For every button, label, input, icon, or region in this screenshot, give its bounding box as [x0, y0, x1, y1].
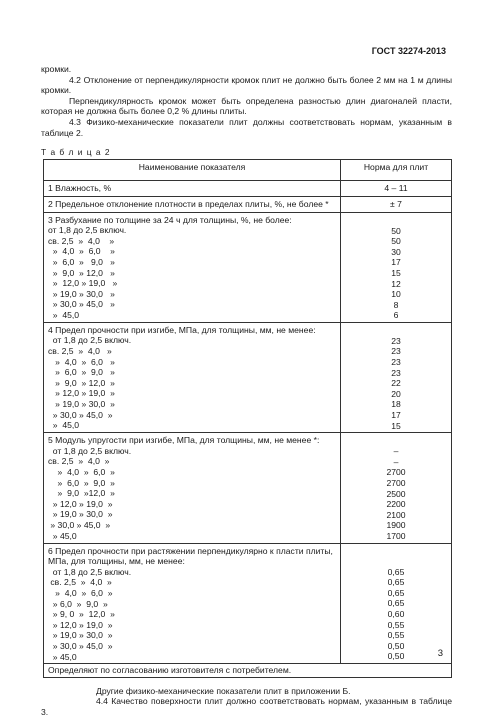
indicator-value: ± 7 — [341, 196, 452, 212]
group-title: 4 Предел прочности при изгибе, МПа, для толщины, мм, не менее: — [48, 324, 316, 335]
norm-value: 15 — [391, 420, 401, 431]
table-footnote-row — [44, 664, 452, 678]
norm-value: – — [393, 456, 399, 467]
norm-value: 10 — [391, 289, 401, 300]
norm-value: 2700 — [386, 478, 406, 488]
norm-value: 0,65 — [387, 577, 405, 588]
norm-value: 2700 — [386, 467, 406, 478]
thickness-range: » 45,0 — [48, 309, 80, 320]
indicator-name: 1 Влажность, % — [44, 181, 341, 197]
paragraph-appendix-ref: Другие физико-механические показатели плит в приложении Б. — [96, 685, 351, 696]
norm-value: 1700 — [386, 530, 406, 541]
paragraph-4-4: 4.4 Качество поверхности плит должно соответствовать нормам, указанным в таблице 3. — [41, 696, 452, 717]
norm-value: 23 — [391, 357, 401, 368]
norm-value: 2500 — [386, 488, 406, 499]
norm-value: 0,65 — [387, 598, 405, 609]
table-group-row — [44, 322, 452, 432]
table-row — [44, 196, 452, 212]
thickness-range: » 6,0 » 9,0 » — [48, 598, 108, 609]
thickness-range: » 12,0 » 19,0 » — [48, 388, 115, 399]
group-title: 6 Предел прочности при растяжении перпендикулярно к пласти плиты, МПа, для толщины, мм, не менее: — [48, 545, 333, 567]
thickness-range: » 9,0 » 12,0 » — [48, 267, 115, 278]
group-labels — [44, 433, 341, 543]
title-spacer — [341, 544, 451, 567]
group-labels — [44, 212, 341, 322]
thickness-range: » 9, 0 » 12,0 » — [48, 609, 115, 620]
title-spacer — [341, 433, 451, 446]
norm-value: 20 — [391, 388, 401, 399]
group-labels — [44, 322, 341, 432]
page-number: 3 — [437, 648, 443, 659]
norm-value: 0,55 — [387, 619, 405, 630]
group-values — [341, 212, 452, 322]
norm-value: 22 — [391, 378, 401, 389]
norm-value: 50 — [391, 225, 401, 236]
thickness-range: св. 2,5 » 4,0 » — [48, 346, 112, 357]
norm-value: 18 — [391, 399, 401, 410]
thickness-range: » 19,0 » 30,0 » — [48, 509, 113, 520]
thickness-range: св. 2,5 » 4,0 » — [48, 577, 112, 588]
thickness-range: от 1,8 до 2,5 включ. — [48, 566, 132, 577]
norm-value: 17 — [391, 410, 401, 421]
document-body — [41, 64, 452, 717]
norm-value: 0,50 — [387, 651, 405, 662]
thickness-range: » 19,0 » 30,0 » — [48, 630, 113, 641]
table-group-row — [44, 212, 452, 322]
norm-value: 15 — [391, 267, 401, 278]
norm-value: 12 — [391, 278, 401, 289]
thickness-range: » 4,0 » 6,0 » — [48, 467, 115, 477]
norm-value: 23 — [391, 335, 401, 346]
norm-value: 50 — [391, 236, 401, 247]
norm-value: 0,55 — [387, 630, 405, 641]
thickness-range: св. 2,5 » 4,0 » — [48, 456, 110, 467]
after-table-text — [41, 686, 452, 717]
thickness-range: » 12,0 » 19,0 » — [48, 498, 113, 509]
thickness-range: » 4,0 » 6,0 » — [48, 356, 115, 367]
thickness-range: » 6,0 » 9,0 » — [48, 477, 115, 488]
thickness-range: » 6,0 » 9,0 » — [48, 256, 115, 267]
properties-table — [43, 159, 452, 678]
group-labels — [44, 543, 341, 664]
table-group-row — [44, 433, 452, 543]
group-values — [341, 543, 452, 664]
norm-value: 2200 — [386, 499, 406, 510]
norm-value: 23 — [391, 367, 401, 378]
group-title: 3 Разбухание по толщине за 24 ч для толщины, %, не более: — [48, 214, 292, 225]
thickness-range: » 9,0 »12,0 » — [48, 488, 115, 499]
group-values — [341, 322, 452, 432]
table-footnote: Определяют по согласованию изготовителя с потребителем. — [44, 664, 452, 678]
thickness-range: » 45,0 — [48, 420, 80, 431]
norm-value: 17 — [391, 257, 401, 268]
title-spacer — [341, 323, 451, 336]
norm-value: 0,60 — [387, 608, 405, 619]
thickness-range: » 45,0 — [48, 651, 77, 662]
thickness-range: » 30,0 » 45,0 » — [48, 409, 113, 420]
thickness-range: от 1,8 до 2,5 включ. — [48, 445, 132, 456]
paragraph-continuation: кромки. — [41, 64, 72, 74]
thickness-range: » 4,0 » 6,0 » — [48, 587, 113, 598]
norm-value: 0,50 — [387, 640, 405, 651]
norm-value: 0,65 — [387, 587, 405, 598]
thickness-range: » 12,0 » 19,0 » — [48, 619, 113, 630]
norm-value: 2100 — [386, 509, 406, 520]
thickness-range: от 1,8 до 2,5 включ. — [48, 335, 132, 346]
norm-value: – — [393, 446, 399, 457]
header-norm: Норма для плит — [341, 159, 452, 181]
indicator-value: 4 – 11 — [341, 181, 452, 197]
standard-number: ГОСТ 32274-2013 — [371, 46, 446, 56]
thickness-range: от 1,8 до 2,5 включ. — [48, 225, 127, 236]
paragraph-4-2: 4.2 Отклонение от перпендикулярности кромок плит не должно быть более 2 мм на 1 м длины кромки. — [41, 74, 452, 96]
thickness-range: св. 2,5 » 4,0 » — [48, 235, 115, 246]
paragraph-perpendicularity: Перпендикулярность кромок может быть определена разностью длин диагоналей пласти, которая не должна быть более 0,2 % длины плиты. — [41, 95, 452, 117]
header-indicator: Наименование показателя — [44, 159, 341, 181]
paragraph-4-3: 4.3 Физико-механические показатели плит должны соответствовать нормам, указанным в таблице 2. — [41, 116, 452, 138]
group-values — [341, 433, 452, 543]
table-group-row — [44, 543, 452, 664]
thickness-range: » 4,0 » 6,0 » — [48, 246, 115, 257]
thickness-range: » 30,0 » 45,0 » — [48, 519, 111, 530]
title-spacer — [341, 213, 451, 226]
thickness-range: » 30,0 » 45,0 » — [48, 299, 115, 310]
thickness-range: » 45,0 — [48, 530, 77, 541]
table-caption: Т а б л и ц а 2 — [41, 147, 111, 158]
table-header-row — [44, 159, 452, 181]
norm-value: 6 — [393, 310, 399, 321]
table-row — [44, 181, 452, 197]
thickness-range: » 12,0 » 19,0 » — [48, 278, 118, 289]
norm-value: 23 — [391, 346, 401, 357]
thickness-range: » 19,0 » 30,0 » — [48, 399, 115, 410]
thickness-range: » 19,0 » 30,0 » — [48, 288, 115, 299]
norm-value: 1900 — [386, 520, 406, 531]
norm-value: 30 — [391, 246, 401, 257]
norm-value: 8 — [393, 299, 399, 310]
thickness-range: » 6,0 » 9,0 » — [48, 367, 115, 378]
norm-value: 0,65 — [387, 566, 405, 577]
thickness-range: » 9,0 » 12,0 » — [48, 377, 115, 388]
thickness-range: » 30,0 » 45,0 » — [48, 640, 113, 651]
group-title: 5 Модуль упругости при изгибе, МПа, для толщины, мм, не менее *: — [48, 435, 320, 446]
indicator-name: 2 Предельное отклонение плотности в пределах плиты, %, не более * — [44, 196, 341, 212]
